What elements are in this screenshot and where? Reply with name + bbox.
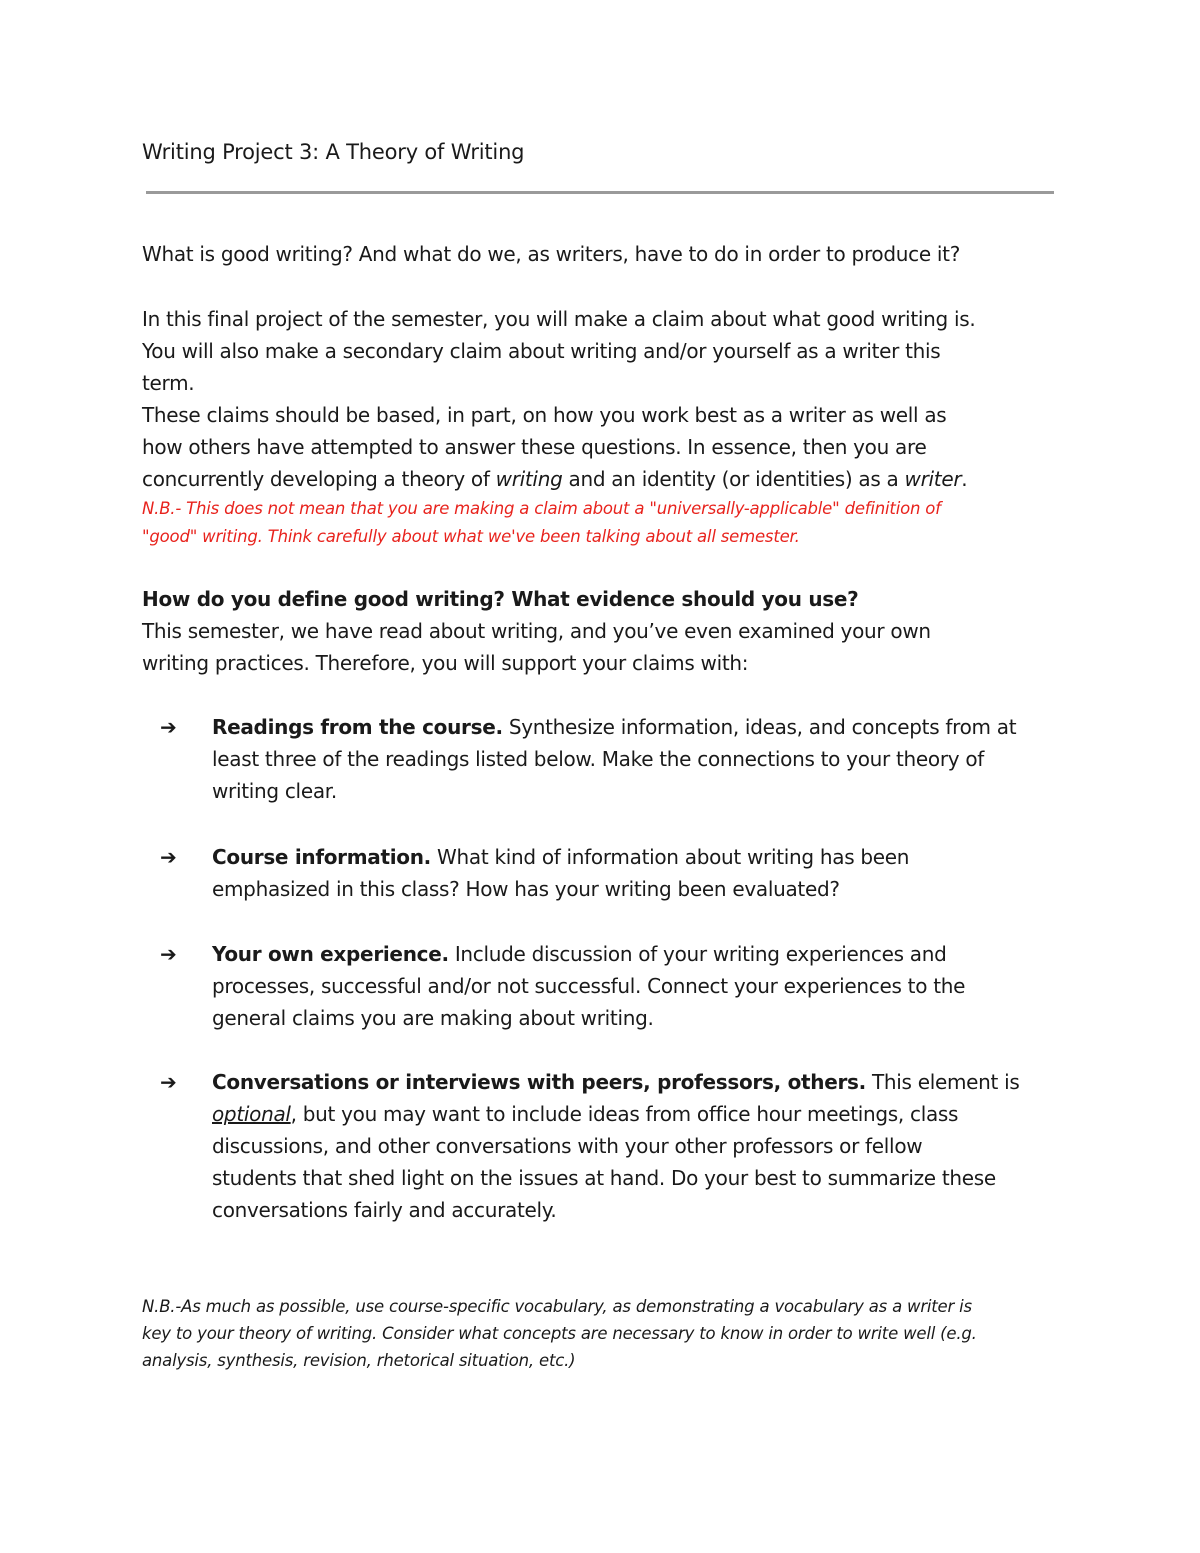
nb-note-red — [142, 495, 941, 550]
arrow-right-icon: ➔ — [160, 715, 177, 739]
nb-line: analysis, synthesis, revision, rhetorical situation, etc.) — [142, 1351, 576, 1370]
paragraph-line: writing practices. Therefore, you will support your claims with: — [142, 651, 749, 675]
paragraph-line: and an identity (or identities) as a — [562, 467, 905, 491]
arrow-right-icon: ➔ — [160, 1070, 177, 1094]
paragraph-line: how others have attempted to answer these questions. In essence, then you are — [142, 435, 927, 459]
list-item-line: conversations fairly and accurately. — [212, 1198, 557, 1222]
list-item-line: students that shed light on the issues at hand. Do your best to summarize these — [212, 1166, 996, 1190]
paragraph-line: These claims should be based, in part, on how you work best as a writer as well as — [142, 403, 947, 427]
document-title: Writing Project 3: A Theory of Writing — [142, 140, 525, 164]
list-item-text — [212, 841, 1072, 905]
list-item-line: Synthesize information, ideas, and concepts from at — [502, 715, 1017, 739]
paragraph-claim — [142, 303, 975, 399]
list-item-line: discussions, and other conversations with your other professors or fellow — [212, 1134, 923, 1158]
evidence-heading: How do you define good writing? What evidence should you use? — [142, 587, 859, 611]
intro-question: What is good writing? And what do we, as writers, have to do in order to produce it? — [142, 242, 961, 266]
list-item-line: emphasized in this class? How has your writing been evaluated? — [212, 877, 840, 901]
paragraph-line: You will also make a secondary claim about writing and/or yourself as a writer this — [142, 339, 941, 363]
emphasis-writer: writer — [904, 467, 962, 491]
nb-line: N.B.- This does not mean that you are making a claim about a "universally-applicable" definition of — [142, 499, 941, 518]
list-item-title: Course information. — [212, 845, 431, 869]
arrow-right-icon: ➔ — [160, 845, 177, 869]
list-item-title: Readings from the course. — [212, 715, 503, 739]
list-item-line: writing clear. — [212, 779, 337, 803]
paragraph-line: term. — [142, 371, 195, 395]
list-item-line: What kind of information about writing has been — [430, 845, 910, 869]
period: . — [961, 467, 968, 491]
arrow-right-icon: ➔ — [160, 942, 177, 966]
list-item-line: This element is — [865, 1070, 1020, 1094]
nb-line: N.B.-As much as possible, use course-specific vocabulary, as demonstrating a vocabulary as a writer is — [142, 1297, 972, 1316]
nb-line: "good" writing. Think carefully about what we've been talking about all semester. — [142, 526, 800, 546]
paragraph-line: concurrently developing a theory of — [142, 467, 496, 491]
title-divider — [146, 191, 1054, 194]
list-item-line: , but you may want to include ideas from office hour meetings, class — [290, 1102, 959, 1126]
list-item-text — [212, 1066, 1072, 1226]
paragraph-line: This semester, we have read about writing, and you’ve even examined your own — [142, 619, 931, 643]
list-item-title: Conversations or interviews with peers, professors, others. — [212, 1070, 866, 1094]
paragraph-basis — [142, 399, 967, 495]
optional-emphasis: optional — [212, 1102, 291, 1126]
paragraph-line: In this final project of the semester, you will make a claim about what good writing is. — [142, 307, 976, 331]
list-item-line: Include discussion of your writing experiences and — [448, 942, 947, 966]
list-item-line: least three of the readings listed below. Make the connections to your theory of — [212, 747, 985, 771]
emphasis-writing: writing — [495, 467, 563, 491]
list-item-text — [212, 938, 1072, 1034]
evidence-section — [142, 583, 931, 679]
list-item-title: Your own experience. — [212, 942, 449, 966]
nb-line: key to your theory of writing. Consider what concepts are necessary to know in order to write well (e.g. — [142, 1324, 977, 1343]
nb-note-vocabulary — [142, 1293, 977, 1374]
list-item-line: processes, successful and/or not successful. Connect your experiences to the — [212, 974, 966, 998]
list-item-text — [212, 711, 1072, 807]
list-item-line: general claims you are making about writing. — [212, 1006, 654, 1030]
